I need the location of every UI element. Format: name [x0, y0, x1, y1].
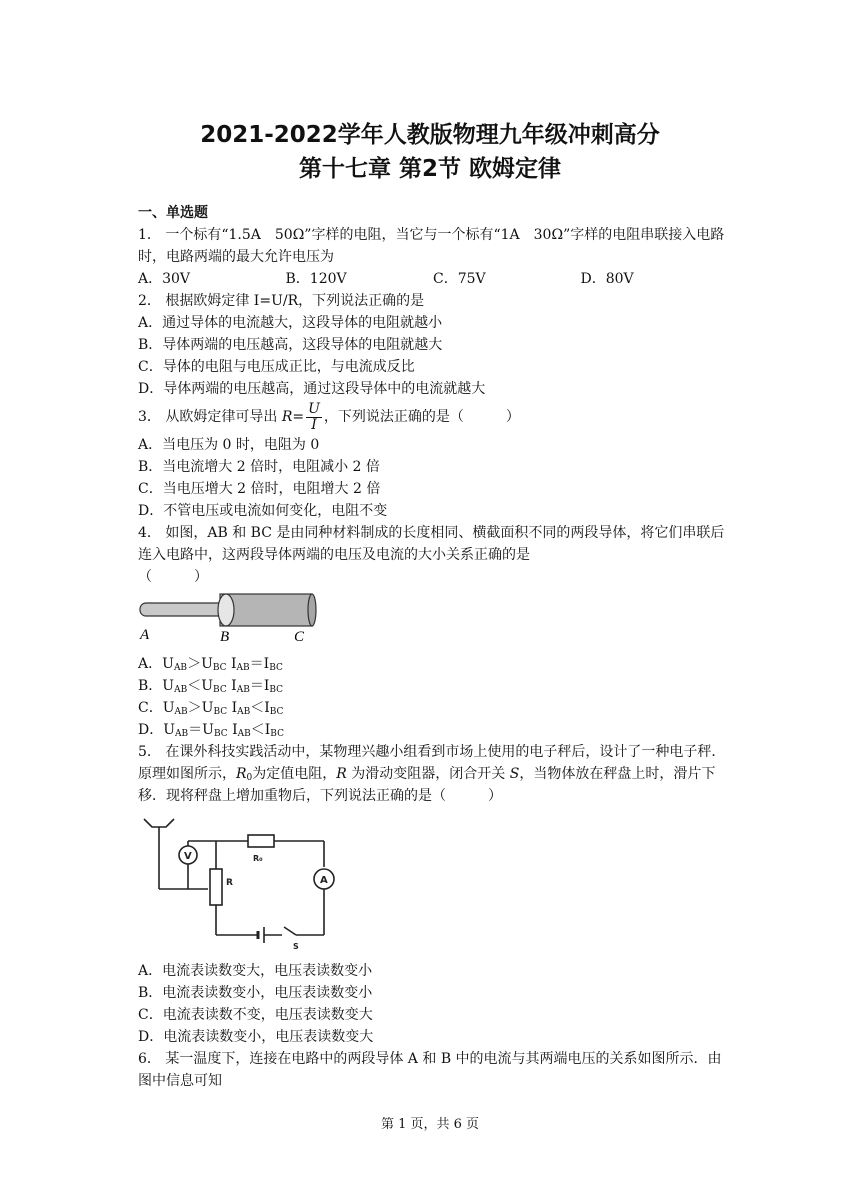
- switch-s: [284, 927, 296, 935]
- label-b: B: [220, 629, 230, 642]
- rheostat-r: [210, 869, 222, 905]
- section-heading: 一、单选题: [138, 205, 208, 221]
- question-1: 1． 一个标有“1.5A 50Ω”字样的电阻，当它与一个标有“1A 30Ω”字样的电阻串联接入电路时，电路两端的最大允许电压为: [138, 227, 725, 265]
- conductor-figure: [138, 592, 728, 649]
- formula-denominator: I: [311, 416, 317, 433]
- option-2d: D．导体两端的电压越高，通过这段导体中的电流就越大: [138, 381, 486, 397]
- question-list: [138, 202, 728, 1092]
- option-2c: C．导体的电阻与电压成正比，与电流成反比: [138, 359, 415, 375]
- question-3-prefix: 3． 从欧姆定律可导出: [138, 409, 282, 425]
- question-4: 4． 如图，AB 和 BC 是由同种材料制成的长度相同、横截面积不同的两段导体，将它们串联后连入电路中，这两段导体两端的电压及电流的大小关系正确的是: [138, 525, 725, 563]
- voltmeter-label: V: [184, 851, 192, 862]
- page-title: 2021-2022学年人教版物理九年级冲刺高分: [200, 122, 660, 148]
- option-1b: B．120V: [285, 271, 347, 287]
- option-3d: D．不管电压或电流如何变化，电阻不变: [138, 503, 388, 519]
- question-3-suffix: ，下列说法正确的是（ ）: [323, 409, 520, 425]
- question-4-blank: （ ）: [138, 569, 208, 585]
- label-c: C: [294, 629, 305, 642]
- option-1a: A．30V: [138, 271, 191, 287]
- conductor-diagram: [138, 592, 318, 642]
- option-4a: A．$U_{AB}>U_{BC}$ $I_{AB}=I_{BC}$: [138, 656, 283, 673]
- formula-eq: =: [292, 409, 305, 425]
- option-2a: A．通过导体的电流越大，这段导体的电阻就越小: [138, 315, 443, 331]
- label-a: A: [140, 627, 150, 642]
- option-1d: D．80V: [580, 271, 634, 287]
- question-3: [138, 400, 728, 434]
- conductor-end: [308, 594, 316, 626]
- conductor-joint: [218, 594, 234, 626]
- page-footer: 第 1 页，共 6 页: [380, 1117, 480, 1132]
- circuit-diagram: [138, 811, 338, 949]
- option-3b: B．当电流增大 2 倍时，电阻减小 2 倍: [138, 459, 380, 475]
- r0-label: R₀: [253, 854, 263, 863]
- option-5a: A．电流表读数变大，电压表读数变小: [138, 963, 373, 979]
- page-subtitle: 第十七章 第2节 欧姆定律: [298, 156, 562, 182]
- resistor-r0: [248, 835, 274, 847]
- option-5c: C．电流表读数不变，电压表读数变大: [138, 1007, 373, 1023]
- conductor-ab: [140, 603, 226, 616]
- option-5d: D．电流表读数变小，电压表读数变大: [138, 1029, 374, 1045]
- question-1-options: [138, 268, 728, 290]
- scale-circuit-figure: [138, 811, 728, 956]
- option-2b: B．导体两端的电压越高，这段导体的电阻就越大: [138, 337, 443, 353]
- r-label: R: [226, 878, 233, 888]
- option-4c: C．$U_{AB}>U_{BC}$ $I_{AB}<I_{BC}$: [138, 700, 284, 717]
- scale-pan: [144, 819, 174, 827]
- s-label: S: [293, 942, 299, 949]
- option-5b: B．电流表读数变小，电压表读数变小: [138, 985, 373, 1001]
- formula-fraction: [306, 402, 322, 433]
- option-3c: C．当电压增大 2 倍时，电阻增大 2 倍: [138, 481, 381, 497]
- question-5: 5． 在课外科技实践活动中，某物理兴趣小组看到市场上使用的电子秤后，设计了一种电子秤．原理如图所示，$R_0$为定值电阻，R 为滑动变阻器，闭合开关 S，当物体放在秤盘上时，滑片下移．现将秤盘上增加重物后，下列说法正确的是（ ）: [138, 744, 726, 804]
- option-3a: A．当电压为 0 时，电阻为 0: [138, 437, 320, 453]
- ammeter-label: A: [320, 875, 328, 886]
- formula-r: R: [281, 409, 293, 425]
- question-2: 2． 根据欧姆定律 I=U/R，下列说法正确的是: [138, 293, 425, 309]
- option-4d: D．$U_{AB}=U_{BC}$ $I_{AB}<I_{BC}$: [138, 722, 284, 739]
- question-6: 6． 某一温度下，连接在电路中的两段导体 A 和 B 中的电流与其两端电压的关系如图所示．由图中信息可知: [138, 1051, 722, 1089]
- formula-numerator: U: [308, 400, 320, 417]
- option-4b: B．$U_{AB}<U_{BC}$ $I_{AB}=I_{BC}$: [138, 678, 284, 695]
- option-1c: C．75V: [433, 271, 486, 287]
